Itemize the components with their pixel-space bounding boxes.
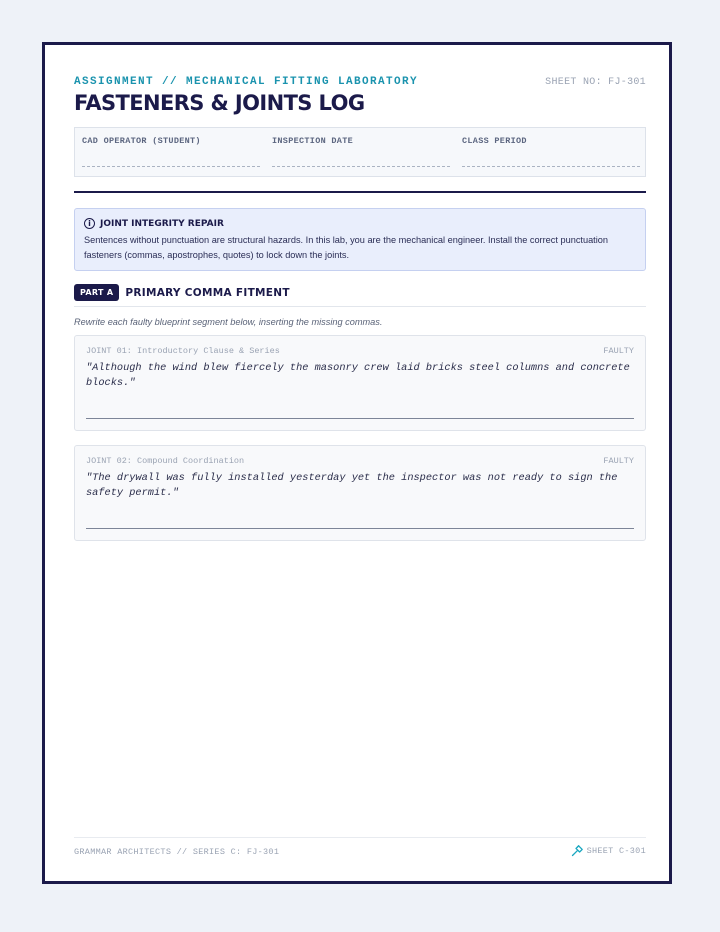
- field-label: INSPECTION DATE: [272, 136, 354, 146]
- part-divider: [74, 306, 646, 307]
- answer-line[interactable]: [86, 528, 634, 529]
- worksheet: [42, 42, 672, 884]
- info-icon: i: [84, 218, 95, 229]
- joint-card-01: [74, 335, 646, 431]
- joint-integrity-callout: [74, 208, 646, 271]
- part-badge: PART A: [74, 284, 119, 301]
- callout-body: Sentences without punctuation are structural hazards. In this lab, you are the mechanical engineer. Install the correct punctuation fasteners (commas, apostrophes, quotes) to lock down the joints.: [84, 235, 608, 260]
- footer-divider: [74, 837, 646, 838]
- hammer-icon: [571, 845, 583, 857]
- joint-label: JOINT 01: Introductory Clause & Series: [86, 346, 280, 356]
- field-inspection-date[interactable]: [272, 136, 450, 146]
- joint-sentence: "Although the wind blew fiercely the masonry crew laid bricks steel columns and concrete blocks.": [86, 362, 630, 389]
- assignment-kicker: ASSIGNMENT // MECHANICAL FITTING LABORATORY: [74, 76, 419, 88]
- answer-line[interactable]: [86, 418, 634, 419]
- sheet-number: SHEET NO: FJ-301: [545, 77, 646, 88]
- field-line[interactable]: [82, 166, 260, 167]
- field-line[interactable]: [462, 166, 640, 167]
- footer-sheet-label: SHEET C-301: [586, 846, 646, 856]
- joint-card-02: [74, 445, 646, 541]
- header-divider: [74, 191, 646, 193]
- footer-series: GRAMMAR ARCHITECTS // SERIES C: FJ-301: [74, 847, 280, 857]
- field-cad-operator[interactable]: [82, 136, 260, 146]
- field-label: CAD OPERATOR (STUDENT): [82, 136, 201, 146]
- joint-label: JOINT 02: Compound Coordination: [86, 456, 245, 466]
- field-label: CLASS PERIOD: [462, 136, 527, 146]
- footer-sheet: [571, 845, 646, 857]
- callout-header: [84, 218, 636, 229]
- joint-status: FAULTY: [603, 456, 634, 466]
- part-instructions: Rewrite each faulty blueprint segment below, inserting the missing commas.: [74, 317, 383, 327]
- joint-status: FAULTY: [603, 346, 634, 356]
- callout-title: JOINT INTEGRITY REPAIR: [100, 218, 224, 229]
- field-line[interactable]: [272, 166, 450, 167]
- field-class-period[interactable]: [462, 136, 640, 146]
- part-a-heading: [74, 284, 290, 301]
- part-title: PRIMARY COMMA FITMENT: [125, 286, 290, 299]
- student-info-fields: [74, 127, 646, 177]
- joint-sentence: "The drywall was fully installed yesterday yet the inspector was not ready to sign the safety permit.": [86, 472, 618, 499]
- page-title: FASTENERS & JOINTS LOG: [74, 91, 365, 115]
